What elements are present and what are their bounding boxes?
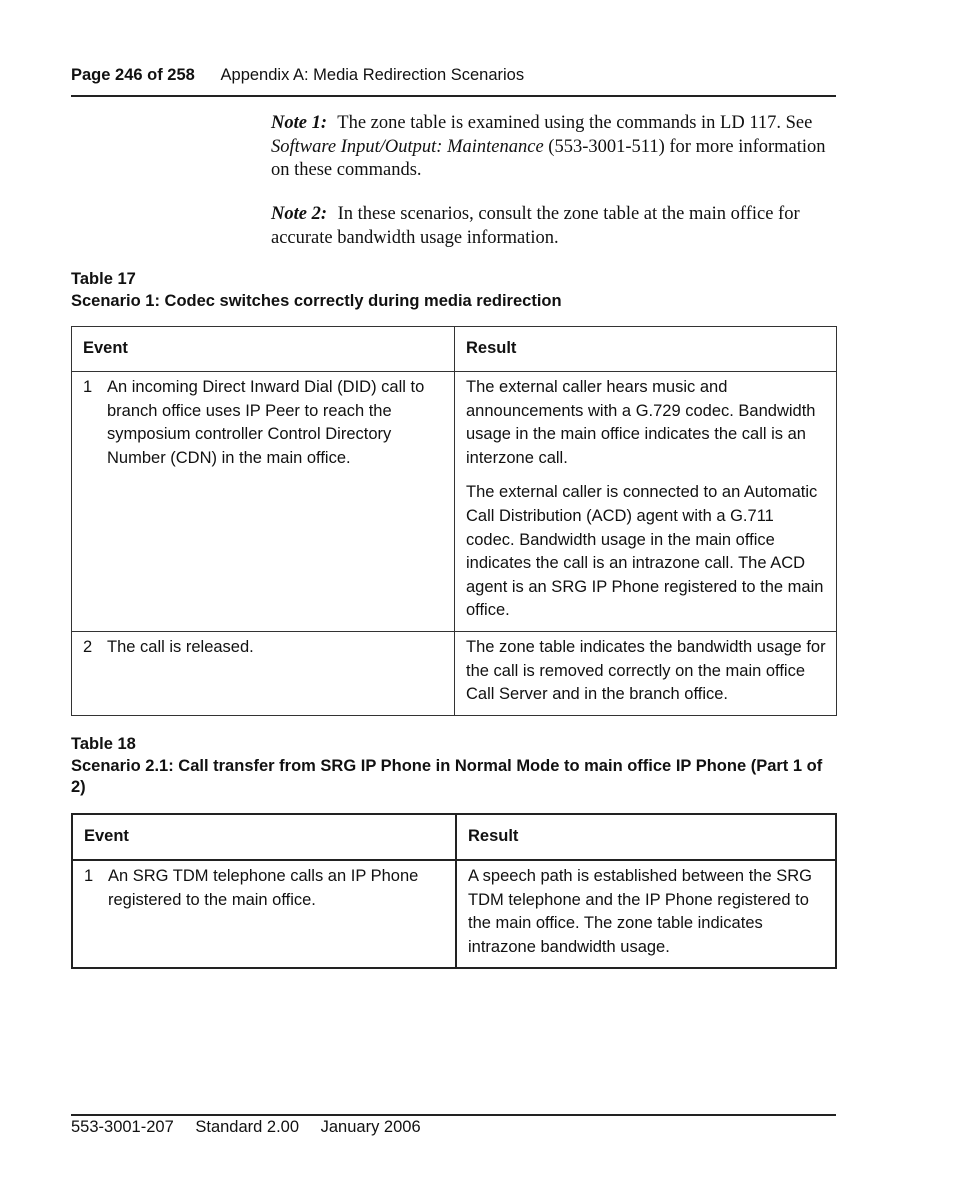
event-cell (72, 372, 455, 632)
footer-rule (71, 1114, 836, 1116)
table-18-caption (71, 734, 836, 799)
table-18-title: Scenario 2.1: Call transfer from SRG IP Phone in Normal Mode to main office IP Phone (Part 1 of 2) (71, 756, 823, 796)
result-cell (455, 631, 837, 715)
header-rule (71, 95, 836, 97)
result-text: A speech path is established between the SRG TDM telephone and the IP Phone registered to the main office. The zone table indicates intrazone bandwidth usage. (468, 867, 812, 956)
table-18 (71, 813, 837, 969)
column-header-event: Event (72, 814, 456, 860)
table-row (72, 372, 837, 632)
note-1 (271, 112, 841, 183)
note-1-text-before: The zone table is examined using the commands in LD 117. See (337, 113, 813, 133)
table-row (72, 860, 836, 968)
document-standard: Standard 2.00 (195, 1118, 300, 1136)
table-header-row (72, 814, 836, 860)
section-title: Appendix A: Media Redirection Scenarios (220, 66, 525, 84)
result-text: The external caller hears music and announcements with a G.729 codec. Bandwidth usage in the main office indicates the call is an interzone call. (466, 378, 816, 467)
result-cell (456, 860, 836, 968)
page-number: Page 246 of 258 (71, 66, 195, 84)
result-text: The external caller is connected to an Automatic Call Distribution (ACD) agent with a G.711 codec. Bandwidth usage in the main office indicates the call is an intrazone call. The ACD agent is an SRG IP Phone registered to the main office. (466, 483, 824, 620)
event-cell (72, 631, 455, 715)
table-17-number: Table 17 (71, 270, 136, 288)
note-1-text-after: (553-3001-511) for more information on these commands. (271, 136, 826, 180)
result-text: The zone table indicates the bandwidth usage for the call is removed correctly on the main office Call Server and in the branch office. (466, 637, 826, 704)
column-header-result: Result (455, 327, 837, 372)
table-row (72, 631, 837, 715)
column-header-event: Event (72, 327, 455, 372)
document-date: January 2006 (320, 1118, 421, 1136)
row-number: 1 (84, 867, 94, 885)
table-header-row (72, 327, 837, 372)
column-header-result: Result (456, 814, 836, 860)
table-17 (71, 326, 837, 716)
result-cell (455, 372, 837, 632)
page-header (71, 66, 836, 85)
table-17-caption (71, 269, 836, 312)
event-text: An incoming Direct Inward Dial (DID) call to branch office uses IP Peer to reach the symposium controller Control Directory Number (CDN) in the main office. (107, 378, 425, 467)
table-18-number: Table 18 (71, 735, 136, 753)
event-text: The call is released. (107, 637, 254, 656)
note-1-label: Note 1: (271, 113, 327, 133)
table-17-title: Scenario 1: Codec switches correctly during media redirection (71, 291, 562, 310)
event-cell (72, 860, 456, 968)
note-1-doc-title: Software Input/Output: Maintenance (271, 136, 544, 157)
note-2-label: Note 2: (271, 204, 327, 224)
page-footer (71, 1118, 438, 1137)
row-number: 1 (83, 378, 93, 396)
document-number: 553-3001-207 (71, 1118, 174, 1136)
event-text: An SRG TDM telephone calls an IP Phone registered to the main office. (108, 867, 419, 909)
row-number: 2 (83, 637, 93, 656)
note-2 (271, 203, 841, 250)
note-2-text: In these scenarios, consult the zone table at the main office for accurate bandwidth usage information. (271, 204, 800, 248)
